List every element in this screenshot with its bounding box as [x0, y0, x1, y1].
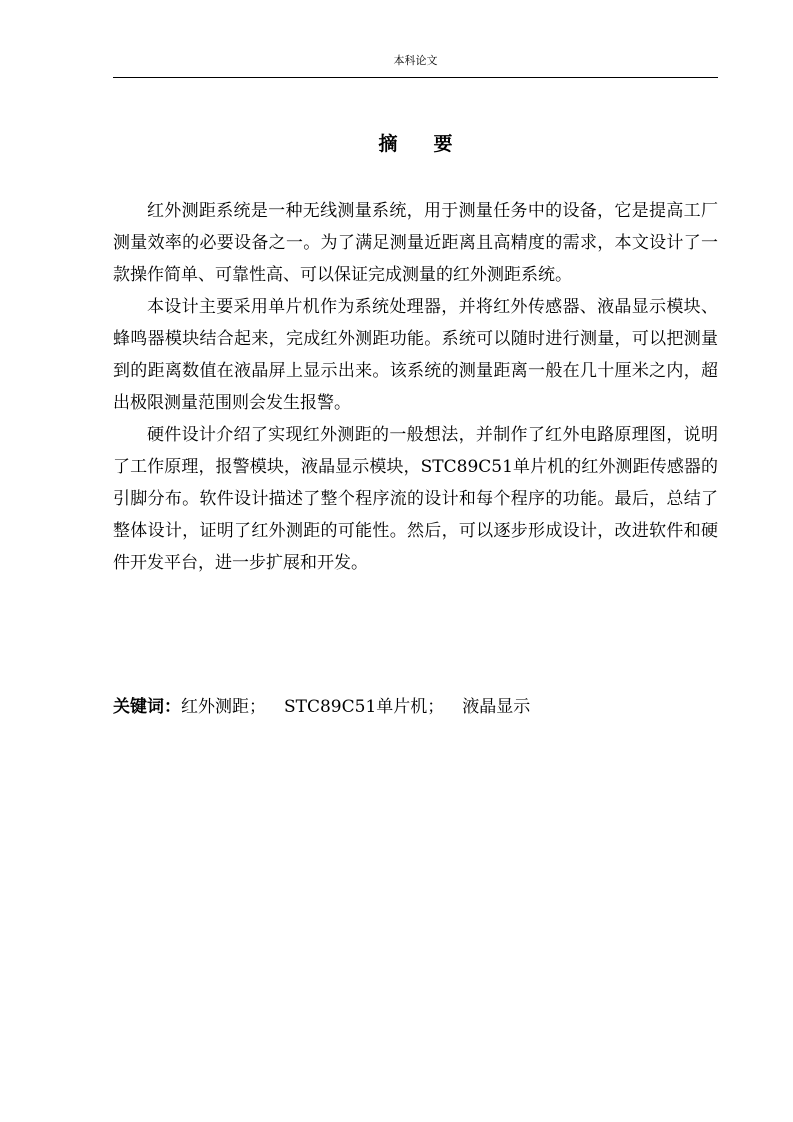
abstract-paragraph-1: 红外测距系统是一种无线测量系统，用于测量任务中的设备，它是提高工厂测量效率的必要设备之一。为了满足测量近距离且高精度的需求，本文设计了一款操作简单、可靠性高、可以保证完成测量的红外测距系统。 — [113, 201, 718, 285]
abstract-paragraph-2: 本设计主要采用单片机作为系统处理器，并将红外传感器、液晶显示模块、蜂鸣器模块结合起来，完成红外测距功能。系统可以随时进行测量，可以把测量到的距离数值在液晶屏上显示出来。该系统的测量距离一般在几十厘米之内，超出极限测量范围则会发生报警。 — [113, 297, 718, 413]
page-title: 摘要 — [378, 133, 489, 155]
keywords-label: 关键词： — [113, 697, 181, 717]
page-header: 本科论文 — [393, 54, 438, 67]
keyword-item: 液晶显示 — [462, 697, 531, 717]
keywords-line — [113, 693, 718, 721]
abstract-paragraph-3: 硬件设计介绍了实现红外测距的一般想法，并制作了红外电路原理图，说明了工作原理，报警模块，液晶显示模块，STC89C51单片机的红外测距传感器的引脚分布。软件设计描述了整个程序流的设计和每个程序的功能。最后，总结了整体设计，证明了红外测距的可能性。然后，可以逐步形成设计，改进软件和硬件开发平台，进一步扩展和开发。 — [113, 425, 718, 573]
header-divider — [113, 77, 718, 78]
keyword-item: STC89C51单片机； — [284, 697, 445, 717]
keyword-item: 红外测距； — [181, 697, 266, 717]
abstract-body — [113, 195, 718, 579]
